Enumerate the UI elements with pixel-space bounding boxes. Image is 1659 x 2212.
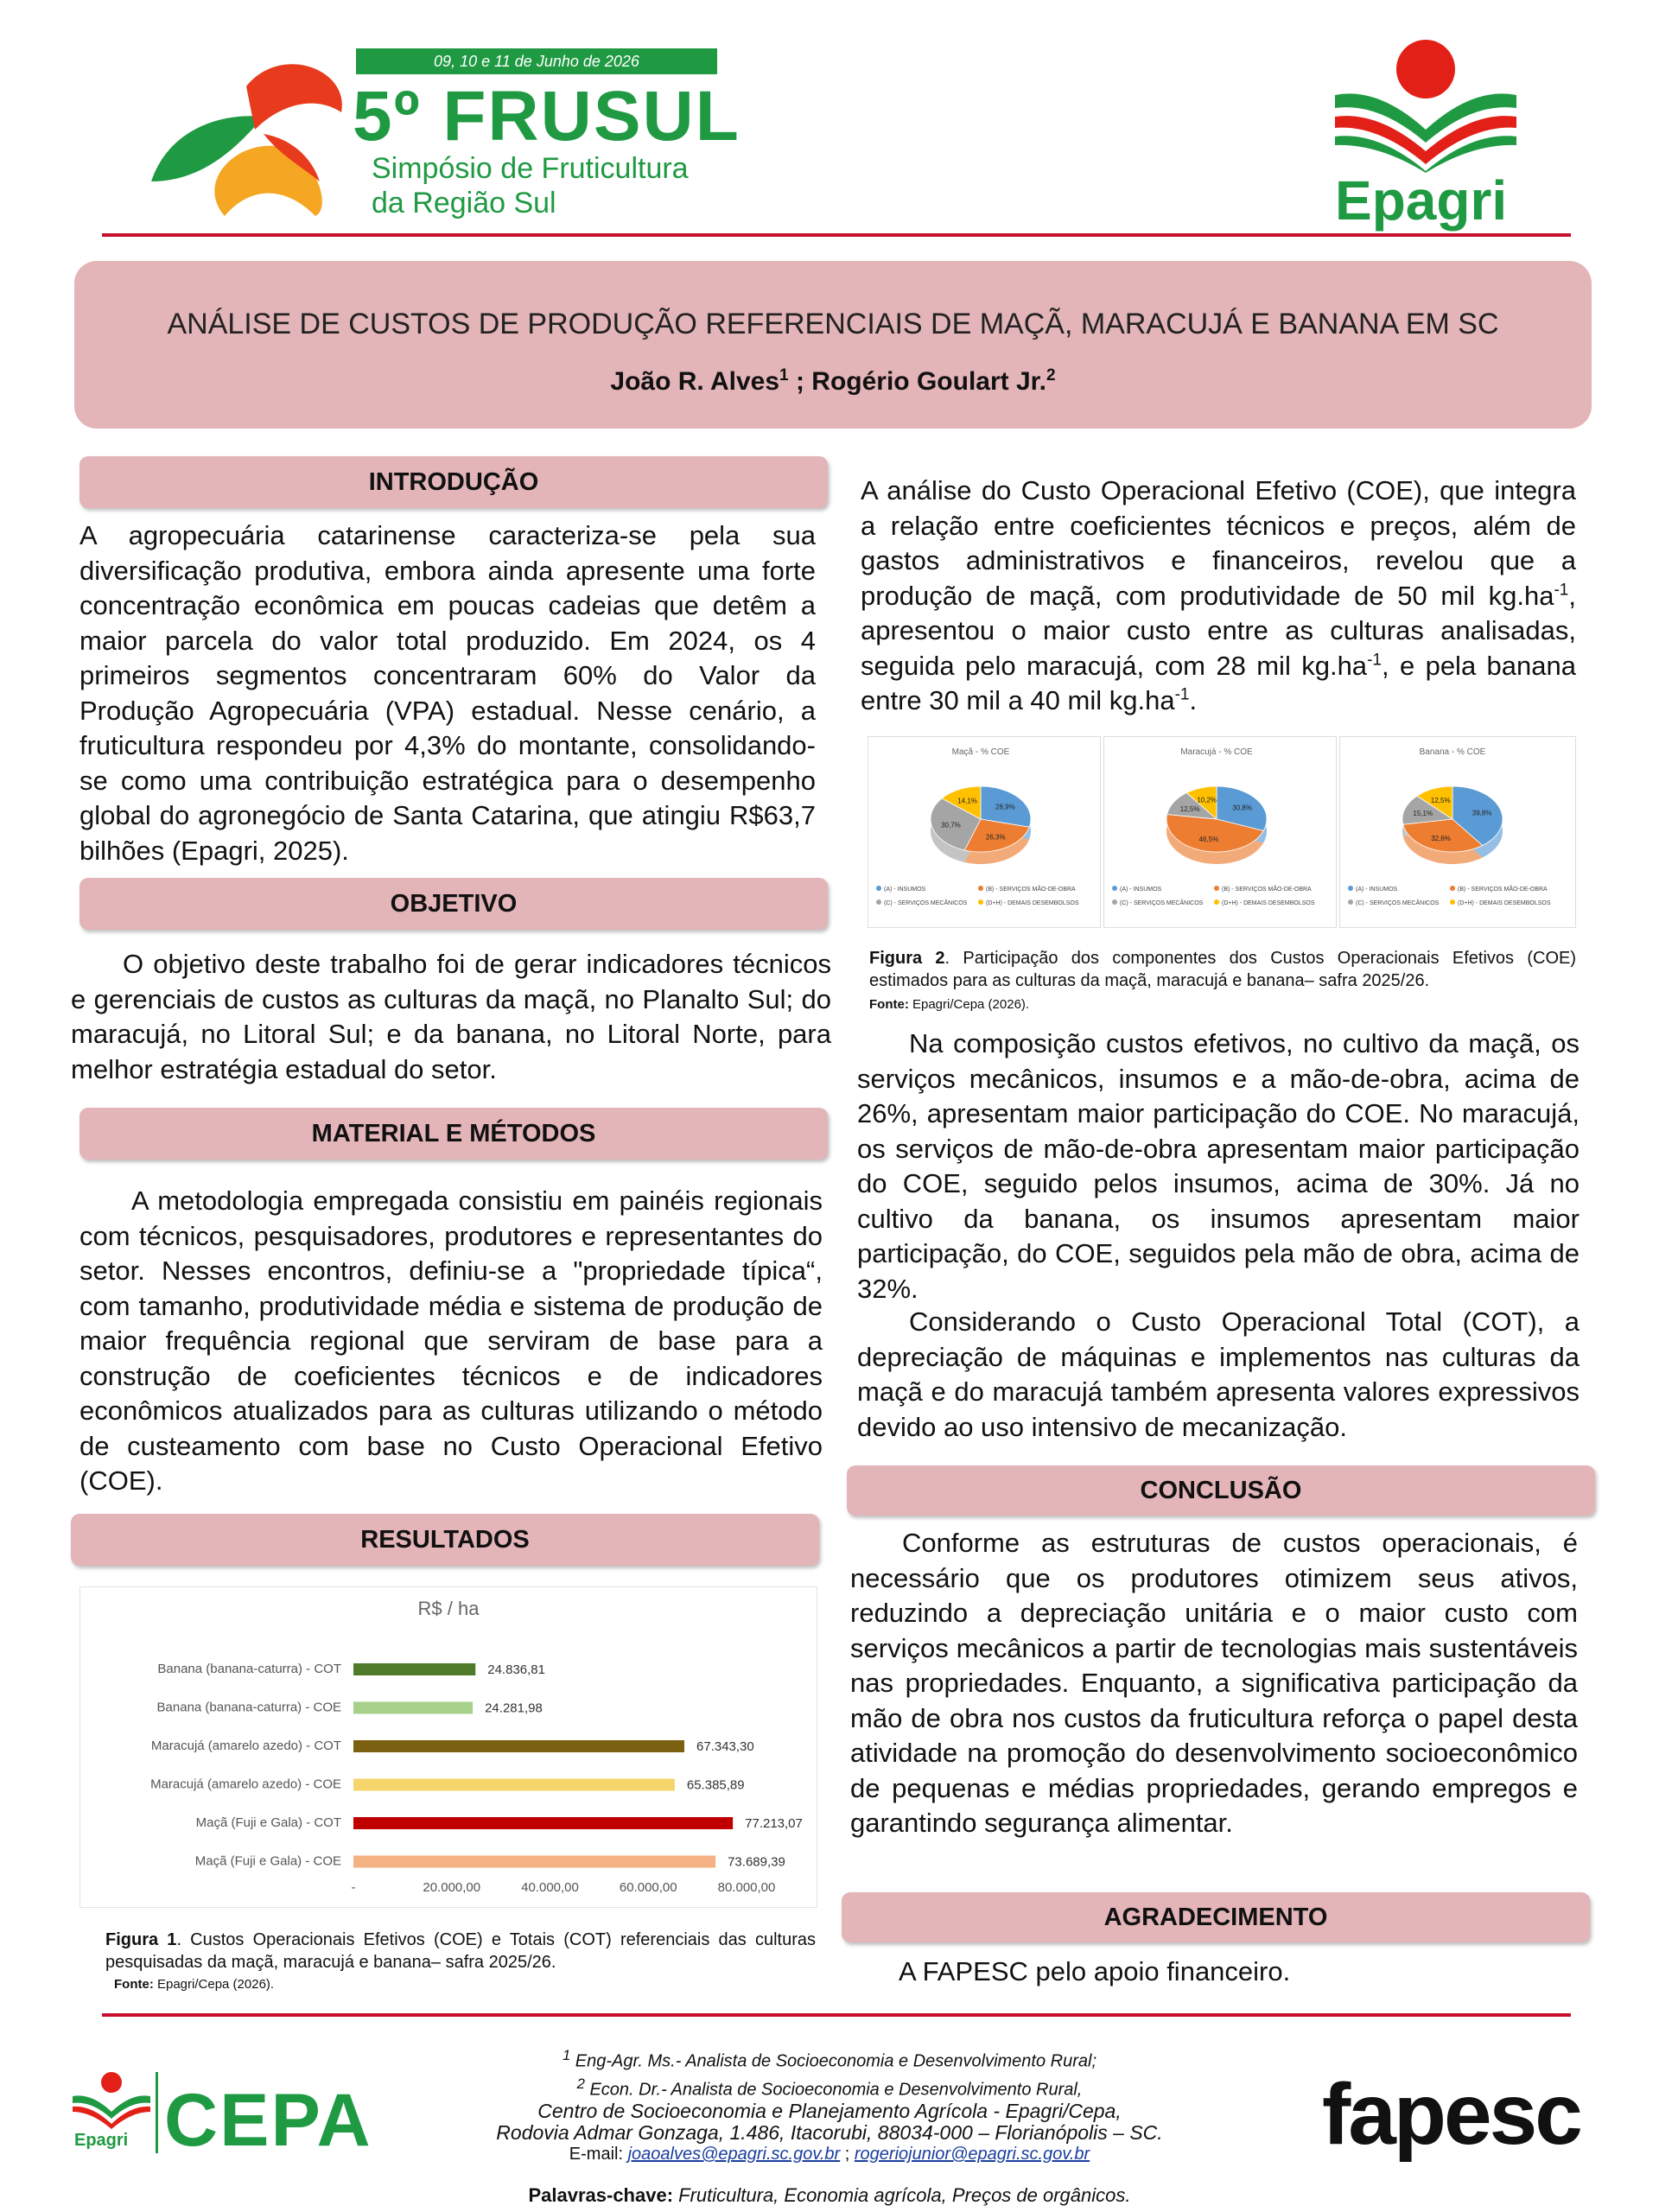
x-tick-label: - (351, 1880, 356, 1895)
bar (353, 1817, 733, 1829)
legend-marker (1112, 886, 1117, 891)
bar (353, 1663, 475, 1675)
figure2-source-text: Epagri/Cepa (2026). (908, 997, 1030, 1012)
bar-value-label: 24.281,98 (485, 1700, 543, 1716)
legend-marker (1348, 886, 1353, 891)
bar-value-label: 67.343,30 (696, 1739, 754, 1754)
figure2-panels (868, 736, 1576, 928)
legend-label: (D+H) - DEMAIS DESEMBOLSOS (1222, 900, 1315, 906)
email-link-1[interactable]: joaoalves@epagri.sc.gov.br (627, 2145, 841, 2164)
email-link-2[interactable]: rogeriojunior@epagri.sc.gov.br (854, 2145, 1090, 2164)
legend-label: (C) - SERVIÇOS MECÂNICOS (884, 900, 968, 906)
legend-label: (A) - INSUMOS (1356, 887, 1398, 893)
event-subtitle-line2: da Região Sul (372, 187, 556, 219)
bar-category-label: Banana (banana-caturra) - COT (157, 1662, 341, 1676)
conclusion-text: Conforme as estruturas de custos operacionais, é necessário que os produtores otimizem seus ativos, reduzindo a depreciação unitária e o maior custo com serviços mecânicos a partir de tecnologias mais sustentáveis nas propriedades. Enquanto, a significativa participação da mão de obra nos custos da fruticultura reforça o papel desta atividade na promoção do desenvolvimento socioeconômico de pequenas e médias propriedades, gerando empregos e garantindo segurança alimentar. (850, 1528, 1578, 1838)
pie-value-label: 14,1% (957, 797, 977, 805)
bar-category-label: Maracujá (amarelo azedo) - COT (150, 1738, 341, 1753)
legend-marker (978, 886, 983, 891)
legend-label: (C) - SERVIÇOS MECÂNICOS (1356, 900, 1440, 906)
pie-title: Maracujá - % COE (1180, 747, 1253, 757)
intro-text: A agropecuária catarinense caracteriza-se pela sua diversificação produtiva, embora ainda apresente uma forte concentração econômica em poucas cadeias que detêm a maior parcela do valor total produzido. Em 2024, os 4 primeiros segmentos concentraram 60% do Valor da Produção Agropecuária (VPA) estadual. Nesse cenário, a fruticultura respondeu por 4,3% do montante, consolidando-se como uma contribuição estratégica para o desempenho global do agronegócio de Santa Catarina, que atingiu R$63,7 bilhões (Epagri, 2025). (79, 520, 816, 866)
epagri-small-logo-text: Epagri (74, 2131, 129, 2150)
epagri-logo-icon (1331, 35, 1521, 173)
author-separator: ; (788, 367, 812, 396)
pie-value-label: 39,8% (1471, 809, 1492, 817)
x-tick-label: 60.000,00 (619, 1880, 677, 1895)
event-dates-bar: 09, 10 e 11 de Junho de 2026 (356, 48, 717, 74)
footnote-2 (484, 2073, 1175, 2101)
poster-title: ANÁLISE DE CUSTOS DE PRODUÇÃO REFERENCIAIS DE MAÇÃ, MARACUJÁ E BANANA EM SC (167, 308, 1499, 340)
x-tick-label: 40.000,00 (521, 1880, 579, 1895)
legend-label: (B) - SERVIÇOS MÃO-DE-OBRA (1458, 887, 1548, 893)
pie-value-label: 12,5% (1430, 797, 1451, 805)
frusul-logo-icon (143, 52, 359, 225)
keywords (259, 2184, 1400, 2207)
bar-category-label: Maçã (Fuji e Gala) - COT (195, 1815, 341, 1830)
x-tick-label: 80.000,00 (717, 1880, 776, 1895)
cost-bar-chart (80, 1587, 817, 1907)
pie-value-label: 15,1% (1413, 809, 1433, 817)
legend-marker (876, 899, 881, 905)
conclusion-header: CONCLUSÃO (847, 1465, 1595, 1516)
keywords-label: Palavras-chave: (528, 2184, 674, 2206)
intro-header: INTRODUÇÃO (79, 456, 828, 508)
legend-label: (D+H) - DEMAIS DESEMBOLSOS (986, 900, 1079, 906)
results-header: RESULTADOS (71, 1514, 819, 1566)
legend-marker (1214, 899, 1219, 905)
unit-sup-1: -1 (1554, 581, 1569, 600)
footnote-1-text: Eng-Agr. Ms.- Analista de Socioeconomia e Desenvolvimento Rural; (570, 2051, 1097, 2071)
header-divider (102, 233, 1571, 237)
figure2-caption-text: . Participação dos componentes dos Custos Operacionais Efetivos (COE) estimados para as culturas da maçã, maracujá e banana– safra 2025/26. (869, 949, 1577, 990)
figure1-caption-text: . Custos Operacionais Efetivos (COE) e Totais (COT) referenciais das culturas pesquisadas da maçã, maracujá e banana– safra 2025/26. (105, 1930, 816, 1972)
bar-value-label: 65.385,89 (686, 1777, 745, 1793)
legend-marker (1112, 899, 1117, 905)
footnote-1 (484, 2044, 1175, 2073)
bar-category-label: Maracujá (amarelo azedo) - COE (150, 1777, 341, 1792)
results-paragraph-2: Na composição custos efetivos, no cultivo da maçã, os serviços mecânicos, insumos e a mão-de-obra, acima de 26%, apresentam maior participação do COE. No maracujá, os serviços de mão-de-obra apresentam maior participação do COE, seguido pelos insumos, acima de 30%. Já no cultivo da banana, os insumos apresentam maior participação, do COE, seguidos pela mão de obra, acima de 32%. (857, 1028, 1580, 1304)
unit-sup-3: -1 (1174, 685, 1190, 704)
bar-value-label: 73.689,39 (728, 1854, 785, 1870)
bar-category-label: Maçã (Fuji e Gala) - COE (194, 1853, 341, 1869)
methods-header: MATERIAL E MÉTODOS (79, 1108, 828, 1160)
pie-value-label: 12,5% (1179, 804, 1200, 813)
author-2: Rogério Goulart Jr. (811, 367, 1047, 396)
figure1-panel (79, 1586, 817, 1908)
legend-label: (A) - INSUMOS (884, 887, 926, 893)
methods-text: A metodologia empregada consistiu em painéis regionais com técnicos, pesquisadores, produtores e representantes do setor. Nesses encontros, definiu-se a "propriedade típica“, com tamanho, produtividade média e sistema de produção de maior frequência regional que serviram de base para a construção de coeficientes técnicos e de indicadores econômicos atualizados para as culturas utilizando o método de custeamento com base no Custo Operacional Efetivo (COE). (79, 1185, 823, 1496)
bar (353, 1856, 715, 1868)
fapesc-logo: fapesc (1322, 2066, 1580, 2163)
objective-header: OBJETIVO (79, 878, 828, 930)
pie-value-label: 46,5% (1198, 835, 1219, 843)
bar (353, 1740, 684, 1752)
bar (353, 1702, 473, 1714)
bar (353, 1779, 675, 1791)
keywords-text: Fruticultura, Economia agrícola, Preços de orgânicos. (673, 2184, 1131, 2206)
event-name: 5º FRUSUL (353, 77, 741, 156)
bar-chart-title: R$ / ha (417, 1598, 480, 1619)
figure1-caption-label: Figura 1 (105, 1930, 177, 1949)
legend-marker (1450, 899, 1455, 905)
pie-value-label: 30,7% (941, 821, 961, 830)
figure1-source-label: Fonte: (114, 1977, 154, 1992)
pie-value-label: 30,8% (1232, 804, 1252, 812)
objective-text: O objetivo deste trabalho foi de gerar indicadores técnicos e gerenciais de custos as culturas da maçã, no Planalto Sul; do maracujá, no Litoral Sul; e da banana, no Litoral Norte, para melhor estratégia estadual do setor. (71, 949, 831, 1084)
event-subtitle-line1: Simpósio de Fruticultura (372, 152, 689, 185)
legend-marker (1450, 886, 1455, 891)
acknowledgement-header: AGRADECIMENTO (842, 1892, 1590, 1942)
cepa-logo-divider (156, 2072, 158, 2153)
pie-panel-banana (1339, 736, 1576, 928)
unit-sup-2: -1 (1367, 651, 1382, 670)
legend-marker (978, 899, 983, 905)
bar-value-label: 77.213,07 (745, 1816, 803, 1831)
cepa-logo: CEPA (164, 2079, 372, 2162)
legend-marker (1214, 886, 1219, 891)
legend-label: (D+H) - DEMAIS DESEMBOLSOS (1458, 900, 1551, 906)
pie-value-label: 28,9% (995, 803, 1015, 811)
results-p1-part-a: A análise do Custo Operacional Efetivo (COE), que integra a relação entre coeficientes técnicos e preços, além de gastos administrativos e financeiros, revelou que a produção de maçã, com produtividade de 50 mil kg.ha (861, 475, 1576, 611)
pie-title: Maçã - % COE (951, 747, 1010, 757)
epagri-logo-text: Epagri (1335, 169, 1508, 232)
legend-marker (876, 886, 881, 891)
email-separator: ; (840, 2145, 855, 2164)
footer-address: Rodovia Admar Gonzaga, 1.486, Itacorubi, 88034-000 – Florianópolis – SC. (496, 2121, 1163, 2145)
pie-title: Banana - % COE (1419, 747, 1486, 757)
footnote-2-text: Econ. Dr.- Analista de Socioeconomia e Desenvolvimento Rural, (584, 2080, 1083, 2100)
results-paragraph-1 (861, 474, 1576, 719)
legend-label: (B) - SERVIÇOS MÃO-DE-OBRA (986, 887, 1076, 893)
figure2-source-label: Fonte: (869, 997, 909, 1012)
acknowledgement-text: A FAPESC pelo apoio financeiro. (899, 1956, 1291, 1986)
pie-panel-maracuja (1103, 736, 1337, 928)
legend-marker (1348, 899, 1353, 905)
pie-value-label: 26,3% (985, 833, 1006, 842)
authors (74, 366, 1592, 397)
figure1-source-text: Epagri/Cepa (2026). (153, 1977, 275, 1992)
email-label: E-mail: (569, 2145, 624, 2164)
pie-panel-maca (868, 736, 1101, 928)
author-1-sup: 1 (779, 366, 789, 385)
results-p1-part-c: , e pela banana entre 30 mil a 40 mil kg.ha (861, 650, 1577, 715)
figure1-source (114, 1977, 274, 1992)
pie-chart-banana (1340, 737, 1575, 927)
author-2-sup: 2 (1046, 366, 1056, 385)
footer-affiliation (484, 2044, 1175, 2165)
legend-label: (C) - SERVIÇOS MECÂNICOS (1120, 900, 1204, 906)
legend-label: (B) - SERVIÇOS MÃO-DE-OBRA (1222, 887, 1312, 893)
event-subtitle (372, 151, 689, 220)
title-box (74, 261, 1592, 429)
pie-chart-maracuja (1104, 737, 1336, 927)
footnote-2-sup: 2 (576, 2075, 585, 2092)
figure2-caption-label: Figura 2 (869, 949, 945, 968)
legend-label: (A) - INSUMOS (1120, 887, 1162, 893)
author-1: João R. Alves (610, 367, 780, 396)
footnote-1-sup: 1 (562, 2047, 571, 2063)
footer-institution: Centro de Socioeconomia e Planejamento Agrícola - Epagri/Cepa, (537, 2100, 1122, 2123)
results-p1-part-d: . (1189, 685, 1198, 715)
results-paragraph-3: Considerando o Custo Operacional Total (COT), a depreciação de máquinas e implementos nas culturas da maçã e do maracujá também apresenta valores expressivos devido ao uso intensivo de mecanização. (857, 1306, 1580, 1442)
x-tick-label: 20.000,00 (423, 1880, 481, 1895)
figure2-source (869, 997, 1029, 1012)
footer-divider (102, 2013, 1571, 2017)
pie-value-label: 10,2% (1197, 796, 1217, 804)
results-p1-part-b: , apresentou o maior custo entre as culturas analisadas, seguida pelo maracujá, com 28 mil kg.ha (861, 580, 1576, 681)
figure2-caption (869, 947, 1576, 992)
footer-emails (484, 2144, 1175, 2165)
pie-chart-maca (868, 737, 1100, 927)
pie-value-label: 32,6% (1431, 834, 1451, 842)
bar-value-label: 24.836,81 (487, 1662, 545, 1677)
figure1-caption (105, 1929, 816, 1974)
bar-category-label: Banana (banana-caturra) - COE (156, 1700, 341, 1715)
